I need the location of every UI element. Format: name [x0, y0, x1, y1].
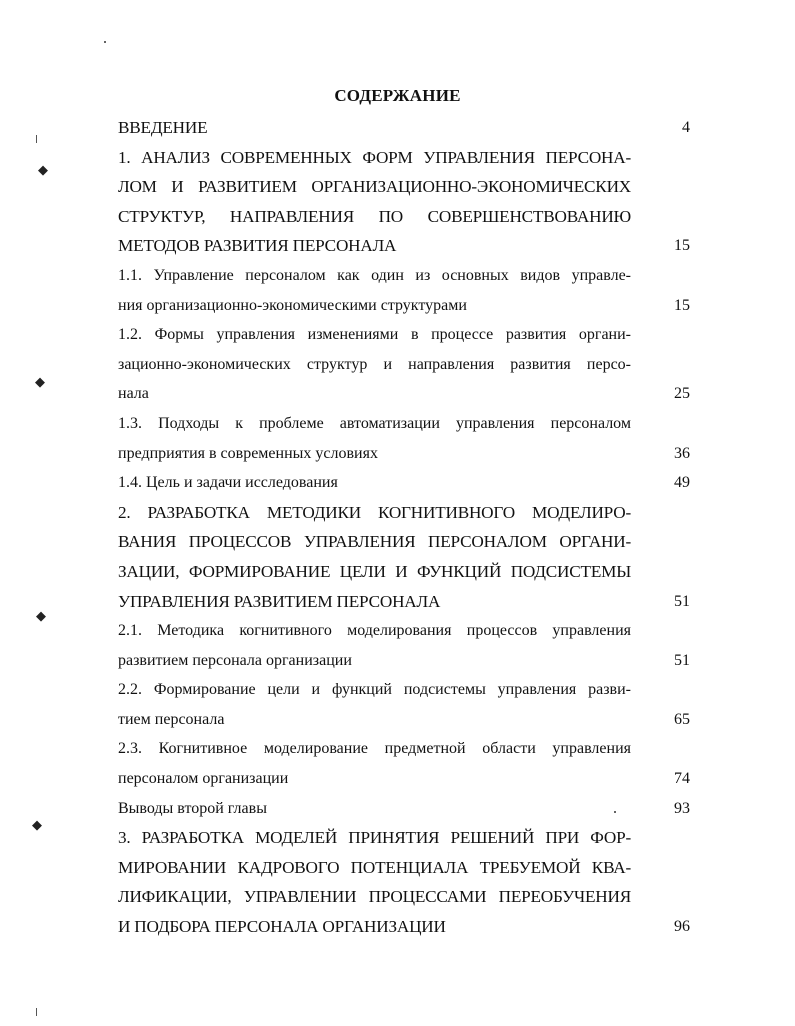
toc-chapter-entry [118, 113, 690, 143]
page-title: СОДЕРЖАНИЕ [334, 86, 461, 105]
toc-chapter-entry [118, 823, 690, 941]
toc-page-number: 4 [682, 119, 690, 136]
toc-entry-line: ЛОМ И РАЗВИТИЕМ ОРГАНИЗАЦИОННО-ЭКОНОМИЧЕСКИХ [118, 177, 631, 197]
toc-section-entry [118, 616, 690, 675]
toc-page-number: 36 [674, 444, 690, 462]
toc-entry-line: персоналом организации [118, 770, 289, 788]
toc-entry-line: 2.3. Когнитивное моделирование предметной области управления [118, 740, 631, 758]
table-of-contents [118, 113, 690, 942]
toc-entry-line: УПРАВЛЕНИЯ РАЗВИТИЕМ ПЕРСОНАЛА [118, 591, 441, 611]
toc-section-entry [118, 409, 690, 468]
toc-entry-line: ния организационно-экономическими структурами [118, 296, 467, 314]
toc-section-entry [118, 794, 690, 824]
toc-entry-line: тием персонала [118, 710, 225, 728]
toc-entry-line: 1.3. Подходы к проблеме автоматизации управления персоналом [118, 414, 631, 432]
toc-page-number: 25 [674, 385, 690, 403]
toc-page-number: 93 [674, 799, 690, 817]
toc-page-number: 65 [674, 710, 690, 728]
binder-hole-mark: ◆ [32, 817, 42, 832]
toc-entry-line: И ПОДБОРА ПЕРСОНАЛА ОРГАНИЗАЦИИ [118, 917, 446, 937]
toc-section-entry [118, 734, 690, 793]
toc-entry-line: 1.2. Формы управления изменениями в процессе развития органи- [118, 326, 631, 344]
toc-section-entry [118, 675, 690, 734]
toc-entry-line: ВВЕДЕНИЕ [118, 118, 208, 137]
toc-entry-line: развитием персонала организации [118, 651, 352, 669]
toc-entry-line: СТРУКТУР, НАПРАВЛЕНИЯ ПО СОВЕРШЕНСТВОВАНИЮ [118, 206, 631, 226]
binder-hole-mark: ◆ [35, 374, 45, 389]
toc-chapter-entry [118, 498, 690, 616]
toc-entry-line: 3. РАЗРАБОТКА МОДЕЛЕЙ ПРИНЯТИЯ РЕШЕНИЙ ПРИ ФОР- [118, 828, 631, 848]
toc-section-entry [118, 468, 690, 498]
toc-entry-line: 2.2. Формирование цели и функций подсистемы управления разви- [118, 681, 631, 699]
toc-entry-line: ЛИФИКАЦИИ, УПРАВЛЕНИИ ПРОЦЕССАМИ ПЕРЕОБУЧЕНИЯ [118, 887, 631, 907]
toc-entry-line: нала [118, 385, 149, 403]
toc-entry-line: 1.1. Управление персоналом как один из основных видов управле- [118, 266, 631, 284]
toc-entry-line: ВАНИЯ ПРОЦЕССОВ УПРАВЛЕНИЯ ПЕРСОНАЛОМ ОРГАНИ- [118, 532, 631, 552]
toc-page-number: 51 [674, 592, 690, 610]
binder-hole-mark: ◆ [38, 162, 48, 177]
toc-section-entry [118, 261, 690, 320]
toc-entry-line: 2.1. Методика когнитивного моделирования процессов управления [118, 622, 631, 640]
toc-page-number: 15 [674, 296, 690, 314]
toc-section-entry [118, 320, 690, 409]
toc-page-number: 15 [674, 237, 690, 255]
toc-entry-line: зационно-экономических структур и направления развития персо- [118, 355, 631, 373]
toc-entry-line: 1.4. Цель и задачи исследования [118, 474, 338, 492]
toc-entry-line: 2. РАЗРАБОТКА МЕТОДИКИ КОГНИТИВНОГО МОДЕЛИРО- [118, 502, 631, 522]
toc-entry-line: предприятия в современных условиях [118, 444, 378, 462]
scan-speck [36, 135, 37, 143]
scan-speck [36, 1008, 37, 1016]
toc-entry-line: 1. АНАЛИЗ СОВРЕМЕННЫХ ФОРМ УПРАВЛЕНИЯ ПЕРСОНА- [118, 147, 631, 167]
toc-page-number: 49 [674, 474, 690, 492]
scan-speck [104, 41, 106, 43]
scan-speck [614, 811, 616, 813]
toc-entry-line: МИРОВАНИИ КАДРОВОГО ПОТЕНЦИАЛА ТРЕБУЕМОЙ КВА- [118, 857, 631, 877]
toc-page-number: 74 [674, 770, 690, 788]
toc-entry-line: ЗАЦИИ, ФОРМИРОВАНИЕ ЦЕЛИ И ФУНКЦИЙ ПОДСИСТЕМЫ [118, 561, 631, 581]
toc-page-number: 51 [674, 651, 690, 669]
binder-hole-mark: ◆ [36, 608, 46, 623]
toc-chapter-entry [118, 143, 690, 261]
toc-entry-line: МЕТОДОВ РАЗВИТИЯ ПЕРСОНАЛА [118, 236, 397, 256]
toc-page-number: 96 [674, 918, 690, 936]
toc-entry-line: Выводы второй главы [118, 799, 267, 817]
